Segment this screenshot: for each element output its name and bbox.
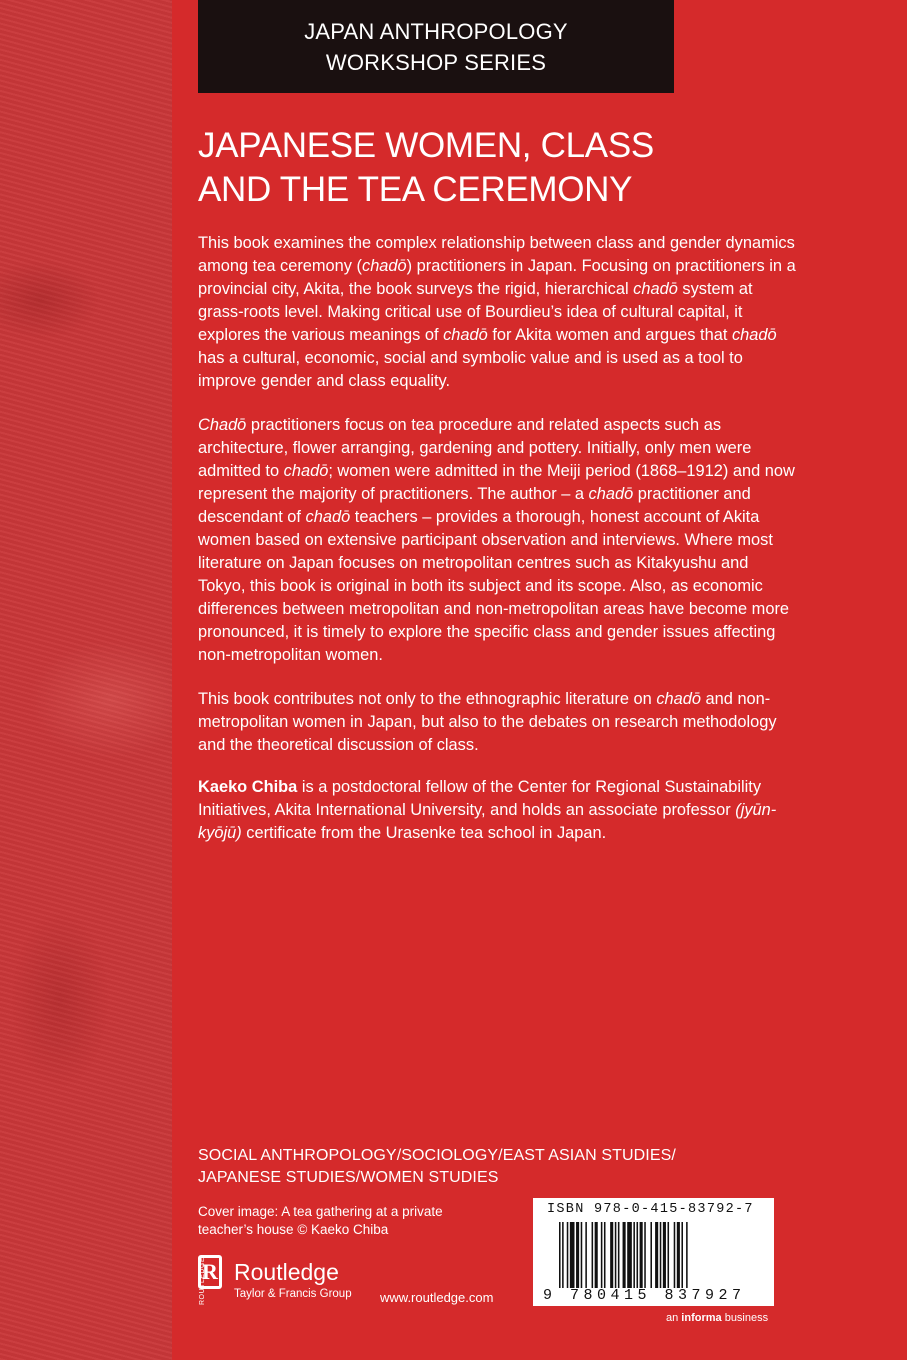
informa-suffix: business <box>721 1312 769 1324</box>
series-line-1: JAPAN ANTHROPOLOGY <box>304 18 568 44</box>
publisher-website: www.routledge.com <box>380 1290 494 1305</box>
text-run: certificate from the Urasenke tea school in Japan. <box>241 824 607 842</box>
logo-vertical-text: ROUTLEDGE <box>199 1256 206 1305</box>
barcode-bar <box>585 1222 587 1288</box>
routledge-logo-icon <box>198 1255 224 1305</box>
barcode-bar <box>615 1222 617 1288</box>
barcode-bar <box>567 1222 569 1288</box>
italic-term: chadō <box>443 326 488 344</box>
series-line-2: WORKSHOP SERIES <box>325 49 547 75</box>
isbn-barcode <box>533 1198 774 1306</box>
credit-line-1: Cover image: A tea gathering at a private <box>198 1204 443 1219</box>
publisher-logo <box>198 1254 352 1306</box>
italic-term: chadō <box>283 462 329 480</box>
informa-brand: informa <box>681 1312 722 1324</box>
cover-photo-strip <box>0 0 172 1360</box>
text-run: and non-metropolitan women in Japan, but also to the debates on research methodology and the theoretical discussion of class. <box>198 690 777 754</box>
barcode-bar <box>570 1222 575 1288</box>
title-line-2: AND THE TEA CEREMONY <box>198 170 633 209</box>
author-name: Kaeko Chiba <box>198 778 298 796</box>
barcode-bar <box>559 1222 561 1288</box>
barcode-bar <box>562 1222 564 1288</box>
text-run: This book examines the complex relationship between class and gender dynamics among tea ceremony ( <box>198 234 795 275</box>
barcode-bar <box>581 1222 583 1288</box>
blurb <box>198 232 798 866</box>
book-title <box>198 124 818 212</box>
title-line-1: JAPANESE WOMEN, CLASS <box>198 126 654 165</box>
publisher-group: Taylor & Francis Group <box>234 1288 352 1300</box>
text-run: This book contributes not only to the ethnographic literature on <box>198 690 657 708</box>
cover-image-credit <box>198 1203 478 1239</box>
italic-term: chadō <box>588 485 634 503</box>
text-run: has a cultural, economic, social and symbolic value and is used as a tool to improve gender and class equality. <box>198 349 743 390</box>
barcode-bar <box>681 1222 683 1288</box>
blurb-paragraph-2 <box>198 414 798 667</box>
barcode-bar <box>633 1222 635 1288</box>
credit-line-2: teacher’s house © Kaeko Chiba <box>198 1222 389 1237</box>
barcode-bar <box>604 1222 606 1288</box>
publisher-name: Routledge <box>234 1259 339 1285</box>
subjects-line-1: SOCIAL ANTHROPOLOGY/SOCIOLOGY/EAST ASIAN STUDIES/ <box>198 1147 676 1164</box>
barcode-bar <box>663 1222 666 1288</box>
barcode-bar <box>677 1222 680 1288</box>
barcode-bar <box>655 1222 658 1288</box>
barcode-bar <box>674 1222 676 1288</box>
text-run: is a postdoctoral fellow of the Center for Regional Sustainability Initiatives, Akita International University, and holds an associate professor <box>198 778 762 819</box>
barcode-bar <box>668 1222 670 1288</box>
text-run: teachers – provides a thorough, honest account of Akita women based on extensive participant observation and interviews. Where most literature on Japan focuses on metropolitan centres such as Kitakyushu and Tokyo, this book is original in both its subject and its scope. Also, as economic differences between metropolitan and non-metropolitan areas have become more pronounced, it is timely to explore the specific class and gender issues affecting non-metropolitan women. <box>198 508 790 664</box>
barcode-bar <box>640 1222 643 1288</box>
italic-term: chadō <box>305 508 351 526</box>
logo-letter: R <box>198 1255 222 1289</box>
barcode-bar <box>623 1222 626 1288</box>
barcode-bar <box>595 1222 598 1288</box>
informa-tagline <box>666 1311 768 1325</box>
barcode-bar <box>686 1222 688 1288</box>
barcode-digits: 9 780415 837927 <box>543 1287 746 1304</box>
subject-categories <box>198 1145 798 1189</box>
barcode-bar <box>576 1222 579 1288</box>
italic-term: Chadō <box>198 416 247 434</box>
text-run: ; women were admitted in the Meiji period (1868–1912) and now represent the majority of practitioners. The author – a <box>198 462 795 503</box>
text-run: practitioners focus on tea procedure and related aspects such as architecture, flower arranging, gardening and pottery. Initially, only men were admitted to <box>198 416 752 480</box>
italic-term: chadō <box>656 690 701 708</box>
barcode-bar <box>637 1222 639 1288</box>
text-run: system at grass-roots level. Making critical use of Bourdieu’s idea of cultural capital, it explores the various meanings of <box>198 280 753 344</box>
author-bio <box>198 776 798 845</box>
barcode-bar <box>601 1222 603 1288</box>
barcode-bar <box>592 1222 594 1288</box>
barcode-bar <box>627 1222 632 1288</box>
text-run: ) practitioners in Japan. Focusing on practitioners in a provincial city, Akita, the book surveys the rigid, hierarchical <box>198 257 796 298</box>
informa-prefix: an <box>666 1312 682 1324</box>
barcode-bar <box>610 1222 613 1288</box>
italic-term: chadō <box>731 326 777 344</box>
italic-term: chadō <box>362 257 407 275</box>
subjects-line-2: JAPANESE STUDIES/WOMEN STUDIES <box>198 1169 499 1186</box>
barcode-bar <box>660 1222 662 1288</box>
barcode-bar <box>618 1222 620 1288</box>
series-banner <box>198 0 674 93</box>
barcode-bar <box>644 1222 646 1288</box>
italic-term: (jyūn-kyōjū) <box>198 801 777 842</box>
text-run: practitioner and descendant of <box>198 485 751 526</box>
isbn-label: ISBN 978-0-415-83792-7 <box>547 1202 754 1217</box>
text-run: for Akita women and argues that <box>487 326 732 344</box>
italic-term: chadō <box>633 280 678 298</box>
blurb-paragraph-1 <box>198 232 798 393</box>
blurb-paragraph-3 <box>198 688 798 757</box>
barcode-bars <box>559 1222 755 1288</box>
barcode-bar <box>650 1222 652 1288</box>
